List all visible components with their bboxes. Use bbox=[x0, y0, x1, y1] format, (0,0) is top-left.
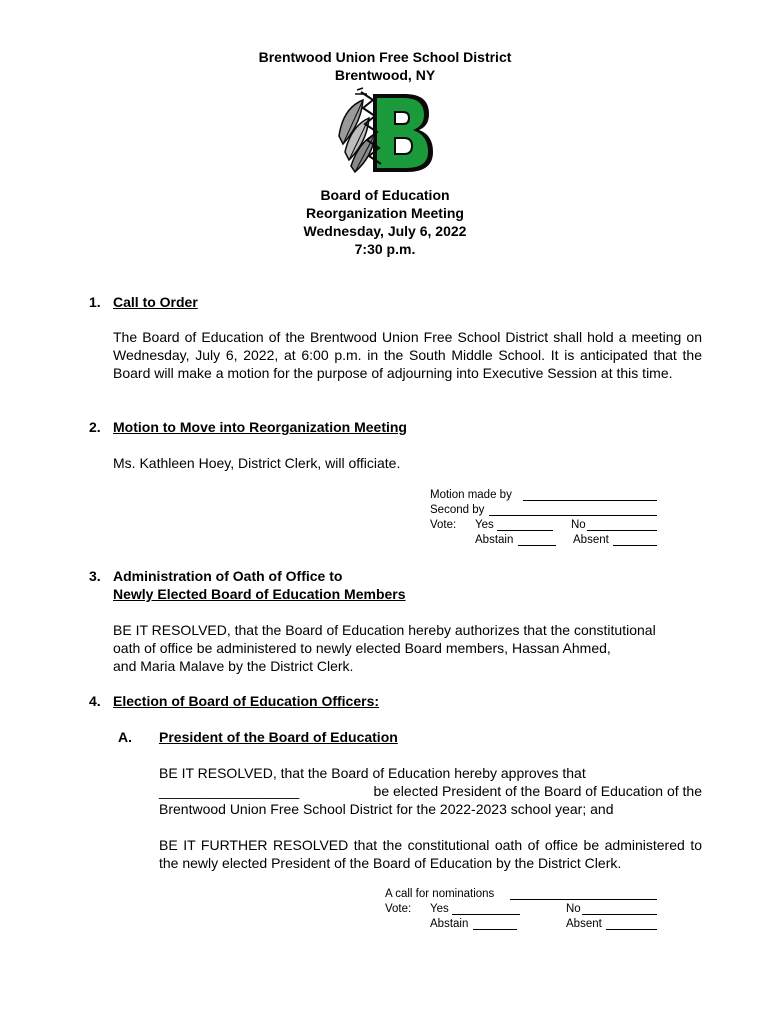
district-location: Brentwood, NY bbox=[334, 67, 436, 83]
further-resolved: BE IT FURTHER RESOLVED that the constitutional oath of office be administered to the newly elected President of the Board of Education by the District Clerk. bbox=[159, 837, 702, 871]
feathers-b-logo-icon bbox=[333, 86, 437, 178]
resolved-line: BE IT RESOLVED, that the Board of Education hereby approves that bbox=[159, 765, 586, 781]
meeting-date: Wednesday, July 6, 2022 bbox=[303, 223, 467, 239]
meeting-title: Reorganization Meeting bbox=[306, 205, 464, 221]
section-title: Election of Board of Education Officers: bbox=[113, 693, 380, 709]
section-title-line2: Newly Elected Board of Education Members bbox=[113, 586, 406, 602]
section-number: 2. bbox=[89, 419, 101, 435]
resolved-line: be elected President of the Board of Education of the bbox=[373, 783, 702, 799]
vote-label: Vote: bbox=[385, 903, 412, 915]
no-blank bbox=[582, 903, 657, 915]
section-body: The Board of Education of the Brentwood Union Free School District shall hold a meeting on Wednesday, July 6, 2022, at 6:00 p.m. in the South Middle School. It is anticipated that the Board will make a motion for the purpose of adjourning into Executive Session at this time. bbox=[113, 329, 702, 381]
section-body-line: BE IT RESOLVED, that the Board of Education hereby authorizes that the constitutional bbox=[113, 622, 656, 638]
abstain-label: Abstain bbox=[475, 534, 514, 546]
yes-label: Yes bbox=[430, 903, 449, 915]
district-name: Brentwood Union Free School District bbox=[258, 49, 512, 65]
yes-label: Yes bbox=[475, 519, 494, 531]
subsection-title: President of the Board of Education bbox=[159, 729, 398, 745]
yes-blank bbox=[452, 903, 520, 915]
second-blank bbox=[489, 504, 657, 516]
call-for-nominations-label: A call for nominations bbox=[385, 888, 495, 900]
abstain-label: Abstain bbox=[430, 918, 469, 930]
resolved-line: Brentwood Union Free School District for the 2022-2023 school year; and bbox=[159, 801, 614, 817]
nominations-blank bbox=[510, 888, 657, 900]
absent-label: Absent bbox=[566, 918, 602, 930]
absent-label: Absent bbox=[573, 534, 609, 546]
subsection-letter: A. bbox=[118, 729, 132, 745]
absent-blank bbox=[606, 918, 657, 930]
section-body: Ms. Kathleen Hoey, District Clerk, will officiate. bbox=[113, 455, 401, 471]
section-body-line: and Maria Malave by the District Clerk. bbox=[113, 658, 354, 674]
motion-made-by-label: Motion made by bbox=[430, 489, 512, 501]
section-number: 4. bbox=[89, 693, 101, 709]
yes-blank bbox=[497, 519, 553, 531]
section-number: 1. bbox=[89, 294, 101, 310]
meeting-time: 7:30 p.m. bbox=[354, 241, 416, 257]
section-number: 3. bbox=[89, 568, 101, 584]
section-title-line1: Administration of Oath of Office to bbox=[113, 568, 343, 584]
board-title: Board of Education bbox=[320, 187, 450, 203]
no-label: No bbox=[566, 903, 581, 915]
vote-label: Vote: bbox=[430, 519, 457, 531]
president-name-blank: __________________ bbox=[159, 783, 300, 799]
no-label: No bbox=[571, 519, 586, 531]
no-blank bbox=[587, 519, 657, 531]
motion-blank bbox=[523, 489, 657, 501]
abstain-blank bbox=[473, 918, 517, 930]
section-title: Motion to Move into Reorganization Meeting bbox=[113, 419, 407, 435]
absent-blank bbox=[613, 534, 657, 546]
second-by-label: Second by bbox=[430, 504, 485, 516]
section-title: Call to Order bbox=[113, 294, 198, 310]
section-body-line: oath of office be administered to newly elected Board members, Hassan Ahmed, bbox=[113, 640, 611, 656]
abstain-blank bbox=[518, 534, 556, 546]
